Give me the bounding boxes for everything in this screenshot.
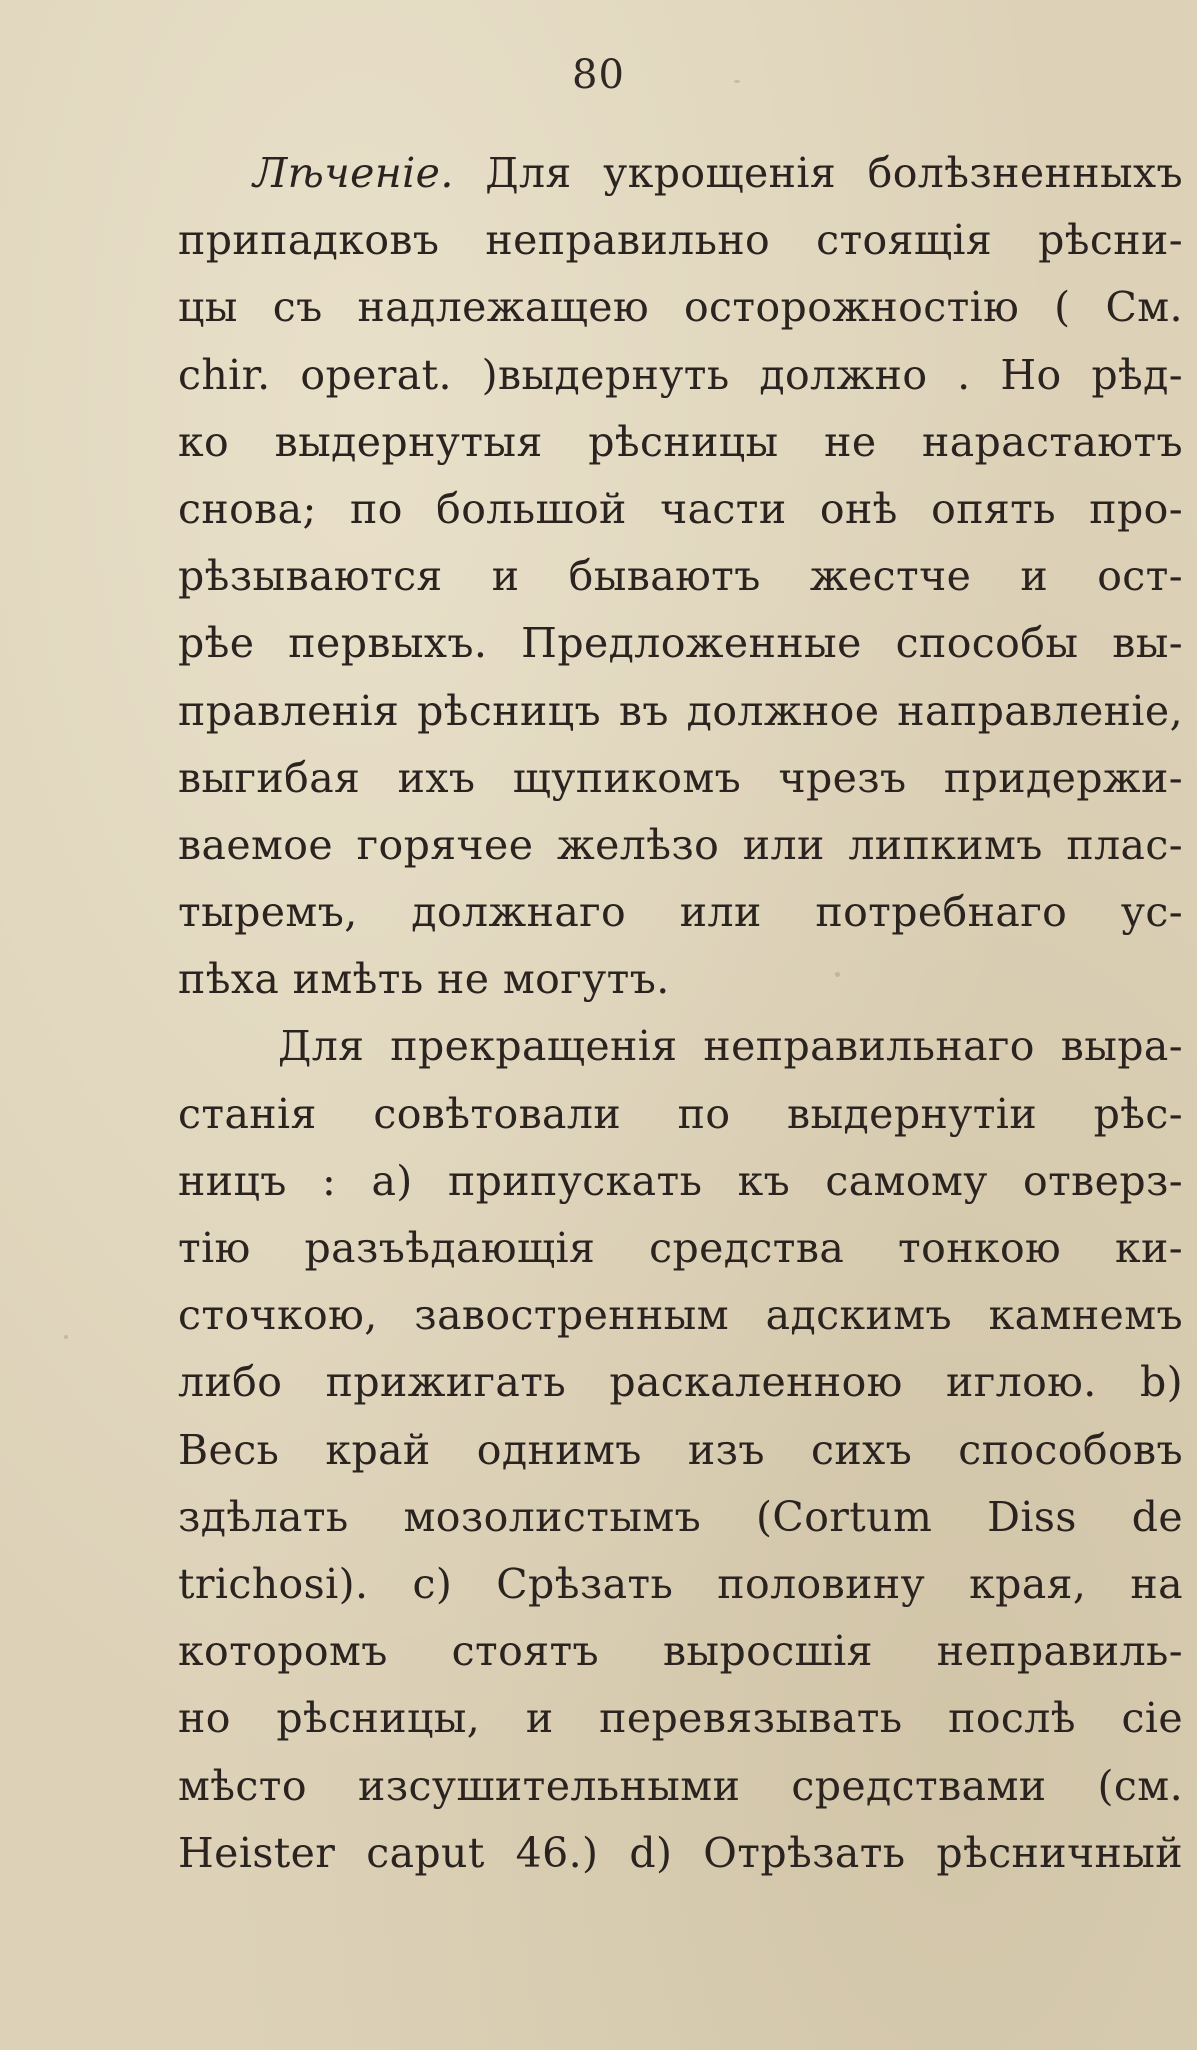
text-line-content: Для укрощенія болѣзненныхъ	[453, 149, 1183, 197]
page-number: 80	[572, 52, 625, 98]
text-line: chir. operat. )выдернуть должно . Но рѣд-	[178, 350, 1183, 399]
text-line: которомъ стоятъ выросшія неправиль-	[178, 1627, 1183, 1676]
paper-spot	[734, 80, 740, 83]
text-line: цы съ надлежащею осторожностію ( См.	[178, 283, 1183, 332]
text-line: сточкою, завостренным адскимъ камнемъ	[178, 1291, 1183, 1340]
body-text	[178, 140, 1183, 1887]
text-line: ваемое горячее желѣзо или липкимъ плас-	[178, 820, 1183, 869]
text-line: trichosi). c) Срѣзать половину края, на	[178, 1559, 1183, 1608]
text-line: тію разъѣдающія средства тонкою ки-	[178, 1224, 1183, 1272]
text-line: снова; по большой части онѣ опять про-	[178, 484, 1183, 533]
text-line: пѣха имѣть не могутъ.	[178, 955, 670, 1004]
text-line: но рѣсницы, и перевязывать послѣ сіе	[178, 1694, 1183, 1743]
text-line: здѣлать мозолистымъ (Cortum Diss de	[178, 1492, 1183, 1541]
text-line: Для прекращенія неправильнаго выра-	[278, 1022, 1183, 1071]
text-line: Heister caput 46.) d) Отрѣзать рѣсничный	[178, 1828, 1183, 1877]
paragraph-prevention	[178, 1013, 1183, 1886]
lead-word: Лѣченіе.	[253, 149, 454, 197]
text-line: либо прижигать раскаленною иглою. b)	[178, 1358, 1183, 1407]
text-line: ницъ : a) припускать къ самому отверз-	[178, 1156, 1183, 1205]
text-line: тыремъ, должнаго или потребнаго ус-	[178, 888, 1183, 937]
text-line: рѣзываются и бываютъ жестче и ост-	[178, 552, 1183, 601]
paper-spot	[835, 972, 840, 977]
text-line: правленія рѣсницъ въ должное направленіе,	[178, 686, 1183, 735]
text-line	[178, 140, 1183, 207]
text-line: ко выдернутыя рѣсницы не нарастаютъ	[178, 417, 1183, 466]
paper-spot	[64, 1335, 68, 1339]
text-line: мѣсто изсушительными средствами (см.	[178, 1761, 1183, 1810]
paragraph-treatment	[178, 140, 1183, 1013]
text-line: припадковъ неправильно стоящія рѣсни-	[178, 216, 1183, 265]
text-line: станія совѣтовали по выдернутіи рѣс-	[178, 1089, 1183, 1138]
text-line: Весь край однимъ изъ сихъ способовъ	[178, 1425, 1183, 1474]
text-line: рѣе первыхъ. Предложенные способы вы-	[178, 619, 1183, 668]
text-line: выгибая ихъ щупикомъ чрезъ придержи-	[178, 753, 1183, 802]
